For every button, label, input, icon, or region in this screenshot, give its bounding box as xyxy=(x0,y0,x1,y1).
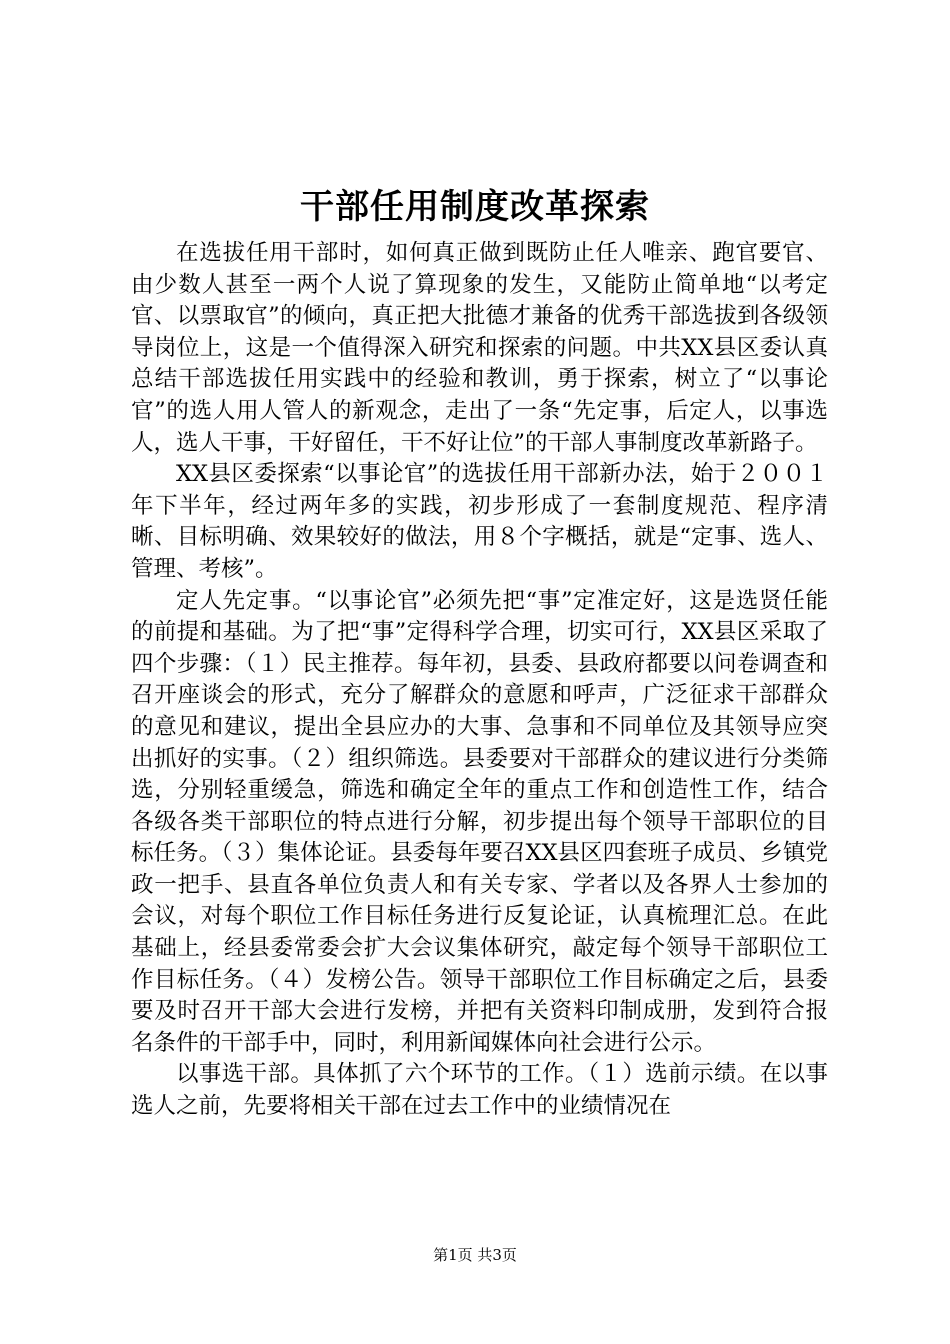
paragraph-define-tasks: 定人先定事。“以事论官”必须先把“事”定准定好，这是选贤任能的前提和基础。为了把“事”定得科学合理，切实可行，XX县区采取了四个步骤：（１）民主推荐。每年初，县委、县政府都要以问卷调查和召开座谈会的形式，充分了解群众的意愿和呼声，广泛征求干部群众的意见和建议，提出全县应办的大事、急事和不同单位及其领导应突出抓好的实事。（２）组织筛选。县委要对干部群众的建议进行分类筛选，分别轻重缓急，筛选和确定全年的重点工作和创造性工作，结合各级各类干部职位的特点进行分解，初步提出每个领导干部职位的目标任务。（３）集体论证。县委每年要召XX县区四套班子成员、乡镇党政一把手、县直各单位负责人和有关专家、学者以及各界人士参加的会议，对每个职位工作目标任务进行反复论证，认真梳理汇总。在此基础上，经县委常委会扩大会议集体研究，敲定每个领导干部职位工作目标任务。（４）发榜公告。领导干部职位工作目标确定之后，县委要及时召开干部大会进行发榜，并把有关资料印制成册，发到符合报名条件的干部手中，同时，利用新闻媒体向社会进行公示。 xyxy=(131,587,828,1056)
document-title: 干部任用制度改革探索 xyxy=(300,187,650,227)
paragraph-overview: XX县区委探索“以事论官”的选拔任用干部新办法，始于２００１年下半年，经过两年多的实践，初步形成了一套制度规范、程序清晰、目标明确、效果较好的做法，用８个字概括，就是“定事、选人、管理、考核”。 xyxy=(131,461,828,582)
paragraph-intro: 在选拔任用干部时，如何真正做到既防止任人唯亲、跑官要官、由少数人甚至一两个人说了算现象的发生，又能防止简单地“以考定官、以票取官”的倾向，真正把大批德才兼备的优秀干部选拔到各级领导岗位上，这是一个值得深入研究和探索的问题。中共XX县区委认真总结干部选拔任用实践中的经验和教训，勇于探索，树立了“以事论官”的选人用人管人的新观念，走出了一条“先定事，后定人，以事选人，选人干事，干好留任，干不好让位”的干部人事制度改革新路子。 xyxy=(131,240,828,456)
paragraph-select-cadres: 以事选干部。具体抓了六个环节的工作。（１）选前示绩。在以事选人之前，先要将相关干部在过去工作中的业绩情况在 xyxy=(131,1061,828,1120)
document-body xyxy=(131,238,828,1123)
page-number: 第1页 共3页 xyxy=(433,1246,517,1264)
